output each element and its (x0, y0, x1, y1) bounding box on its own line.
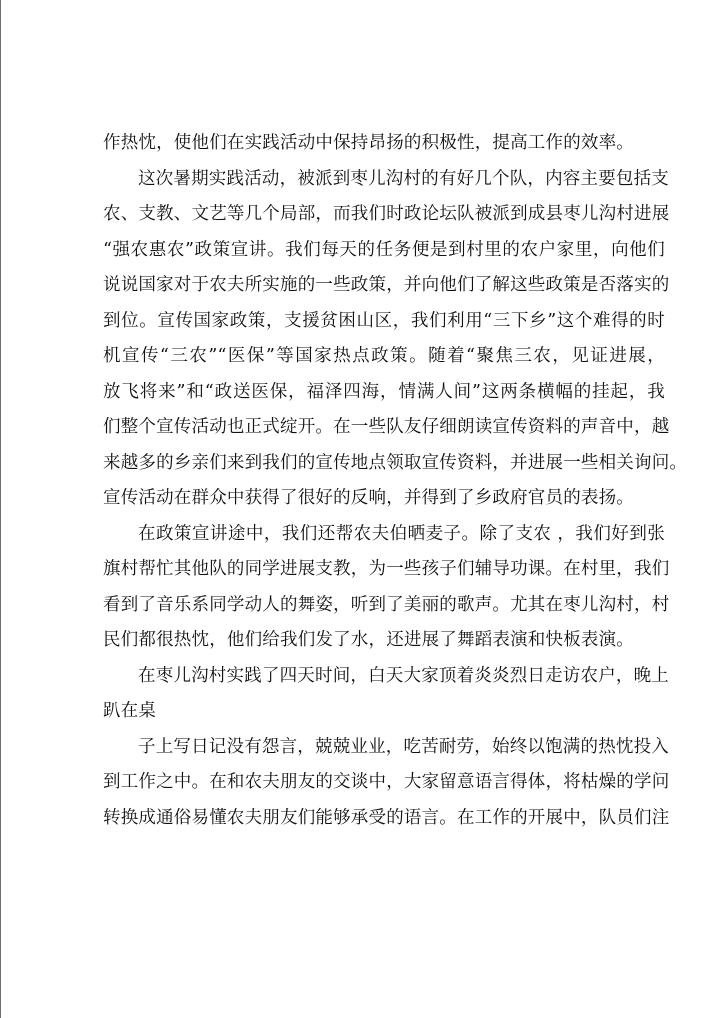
text-line: 趴在桌 (103, 701, 157, 721)
document-body (103, 126, 688, 836)
text-line: 们整个宣传活动也正式绽开。在一些队友仔细朗读宣传资料的声音中，越 (103, 417, 670, 437)
text-line: 机宣传“三农”“医保”等国家热点政策。随着“聚焦三农，见证进展， (103, 346, 665, 366)
text-line: 宣传活动在群众中获得了很好的反响，并得到了乡政府官员的表扬。 (103, 488, 634, 508)
text-line: 作热忱，使他们在实践活动中保持昂扬的积极性，提高工作的效率。 (103, 133, 634, 153)
paragraph-start-line: 在政策宣讲途中，我们还帮农夫伯晒麦子。除了支农 ，我们好到张 (138, 523, 665, 544)
text-line: 来越多的乡亲们来到我们的宣传地点领取宣传资料，并进展一些相关询问。 (103, 452, 688, 473)
text-line: 说说国家对于农夫所实施的一些政策，并向他们了解这些政策是否落实的 (103, 275, 670, 295)
paragraph-start-line: 子上写日记没有怨言，兢兢业业，吃苦耐劳，始终以饱满的热忱投入 (138, 736, 669, 757)
text-line: 放飞将来”和“政送医保，福泽四海，情满人间”这两条横幅的挂起，我 (103, 381, 665, 402)
text-line: 农、支教、文艺等几个局部，而我们时政论坛队被派到成县枣儿沟村进展 (103, 204, 670, 224)
paragraph-start-line: 这次暑期实践活动，被派到枣儿沟村的有好几个队，内容主要包括支 (138, 168, 669, 189)
text-line: 旗村帮忙其他队的同学进展支教，为一些孩子们辅导功课。在村里，我们 (103, 559, 670, 579)
text-line: 民们都很热忱，他们给我们发了水，还进展了舞蹈表演和快板表演。 (103, 630, 634, 650)
text-line: “强农惠农”政策宣讲。我们每天的任务便是到村里的农户家里，向他们 (103, 239, 665, 260)
text-line: 到工作之中。在和农夫朋友的交谈中，大家留意语言得体，将枯燥的学问 (103, 772, 670, 792)
text-line: 看到了音乐系同学动人的舞姿，听到了美丽的歌声。尤其在枣儿沟村，村 (103, 594, 670, 615)
paragraph-start-line: 在枣儿沟村实践了四天时间，白天大家顶着炎炎烈日走访农户，晚上 (138, 665, 669, 686)
text-line: 转换成通俗易懂农夫朋友们能够承受的语言。在工作的开展中，队员们注 (103, 807, 670, 828)
text-line: 到位。宣传国家政策，支援贫困山区，我们利用“三下乡”这个难得的时 (103, 310, 665, 331)
